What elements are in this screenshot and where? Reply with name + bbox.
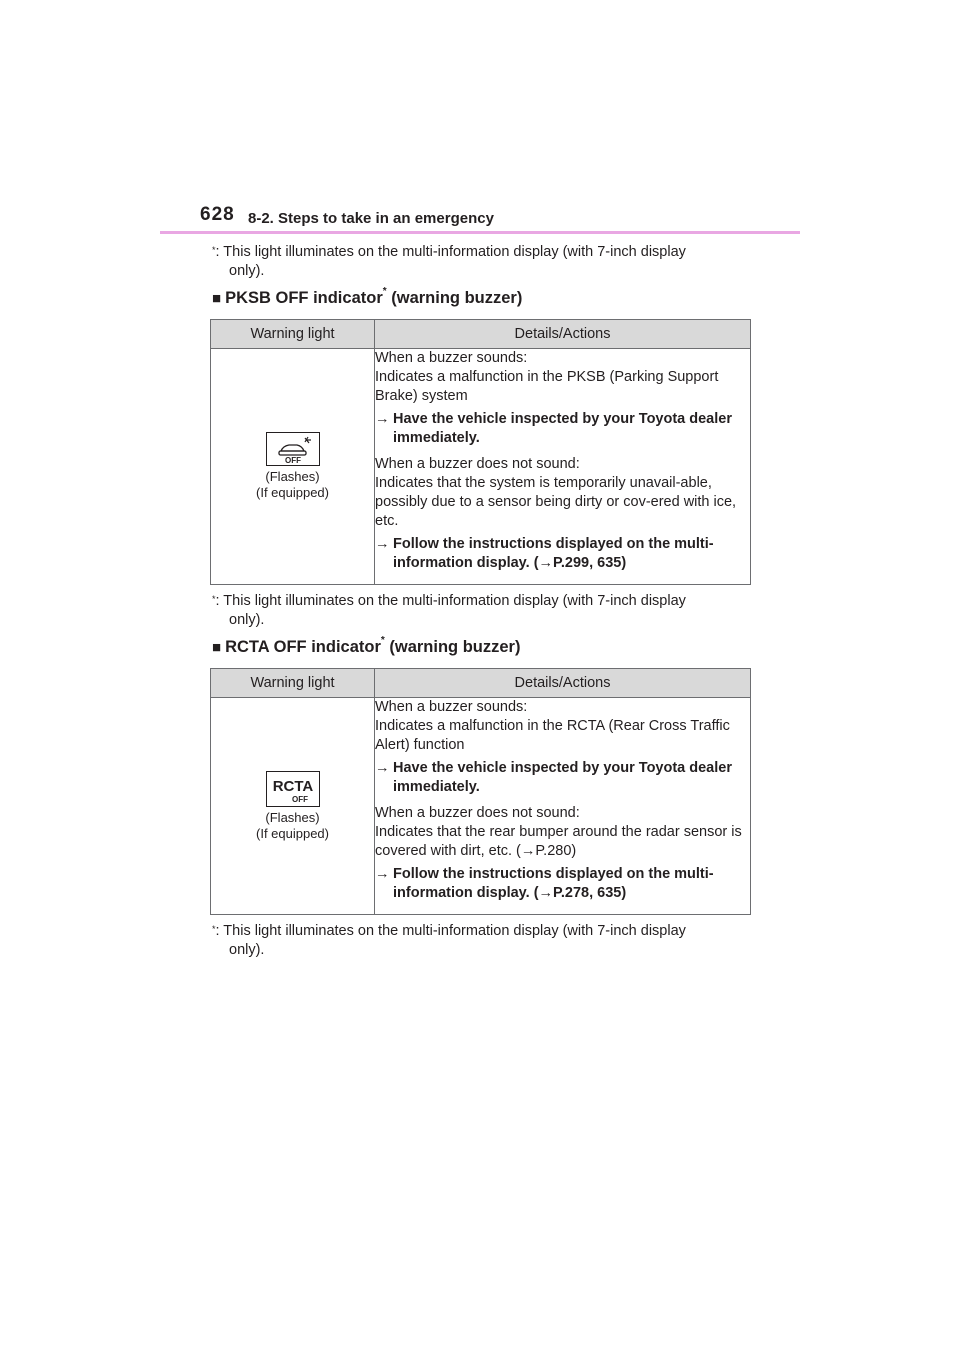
arrow-icon: → <box>375 866 390 882</box>
footnote: *: This light illuminates on the multi-information display (with 7-inch display only). <box>212 593 686 628</box>
action-follow-instructions: → Follow the instructions displayed on the multi-information display. (→P.299, 635) <box>375 536 714 571</box>
warning-light-cell <box>211 698 375 915</box>
rcta-off-icon <box>266 771 320 807</box>
action-inspect: → Have the vehicle inspected by your Toyota dealer immediately. <box>375 411 732 446</box>
page-number: 628 <box>200 204 235 225</box>
if-equipped-caption: (If equipped) <box>256 825 329 841</box>
page-reference-link[interactable]: P.280) <box>535 843 577 859</box>
details-cell: When a buzzer sounds: Indicates a malfunction in the PKSB (Parking Support Brake) system → Have the vehicle inspected by your Toyota dealer immediately. When a buzzer does not sound: Indicates that the system is temporarily unavail-able, possibly due to a sensor being dirty or cov-ered with ice, etc. → Follow the instructions displayed on the multi-information display. (→P.299, 635) <box>375 349 751 585</box>
pksb-warning-table <box>210 319 751 585</box>
header-divider <box>160 231 800 234</box>
action-inspect: → Have the vehicle inspected by your Toyota dealer immediately. <box>375 760 732 795</box>
svg-text:OFF: OFF <box>291 794 308 804</box>
arrow-icon: → <box>538 885 554 901</box>
column-header-warning-light: Warning light <box>211 320 375 349</box>
rcta-heading: ■ RCTA OFF indicator* (warning buzzer) <box>212 635 521 656</box>
action-follow-instructions: → Follow the instructions displayed on the multi-information display. (→P.278, 635) <box>375 866 714 901</box>
if-equipped-caption: (If equipped) <box>256 485 329 500</box>
rcta-warning-table <box>210 668 751 915</box>
page-header <box>0 0 960 236</box>
page-reference-link[interactable]: P.278, 635) <box>553 885 627 901</box>
arrow-icon: → <box>375 411 390 427</box>
footnote: *: This light illuminates on the multi-information display (with 7-inch display only). <box>212 923 686 958</box>
warning-light-cell <box>211 349 375 585</box>
footnote: *: This light illuminates on the multi-information display (with 7-inch display only). <box>212 244 686 279</box>
pksb-heading: ■ PKSB OFF indicator* (warning buzzer) <box>212 286 523 307</box>
column-header-details: Details/Actions <box>375 320 751 349</box>
section-title: 8-2. Steps to take in an emergency <box>248 210 494 227</box>
arrow-icon: → <box>520 843 536 859</box>
arrow-icon: → <box>375 536 390 552</box>
pksb-off-icon <box>266 432 320 466</box>
details-cell: When a buzzer sounds: Indicates a malfunction in the RCTA (Rear Cross Traffic Alert) function → Have the vehicle inspected by your Toyota dealer immediately. When a buzzer does not sound: Indicates that the rear bumper around the radar sensor is covered with dirt, etc. (→P.280) → Follow the instructions displayed on the multi-information display. (→P.278, 635) <box>375 698 751 915</box>
arrow-icon: → <box>375 760 390 776</box>
column-header-details: Details/Actions <box>375 669 751 698</box>
svg-text:OFF: OFF <box>284 456 301 465</box>
flashes-caption: (Flashes) <box>265 809 320 825</box>
arrow-icon: → <box>538 555 554 571</box>
column-header-warning-light: Warning light <box>211 669 375 698</box>
flashes-caption: (Flashes) <box>265 469 320 484</box>
svg-text:RCTA: RCTA <box>272 777 313 795</box>
page-reference-link[interactable]: P.299, 635) <box>553 555 627 571</box>
